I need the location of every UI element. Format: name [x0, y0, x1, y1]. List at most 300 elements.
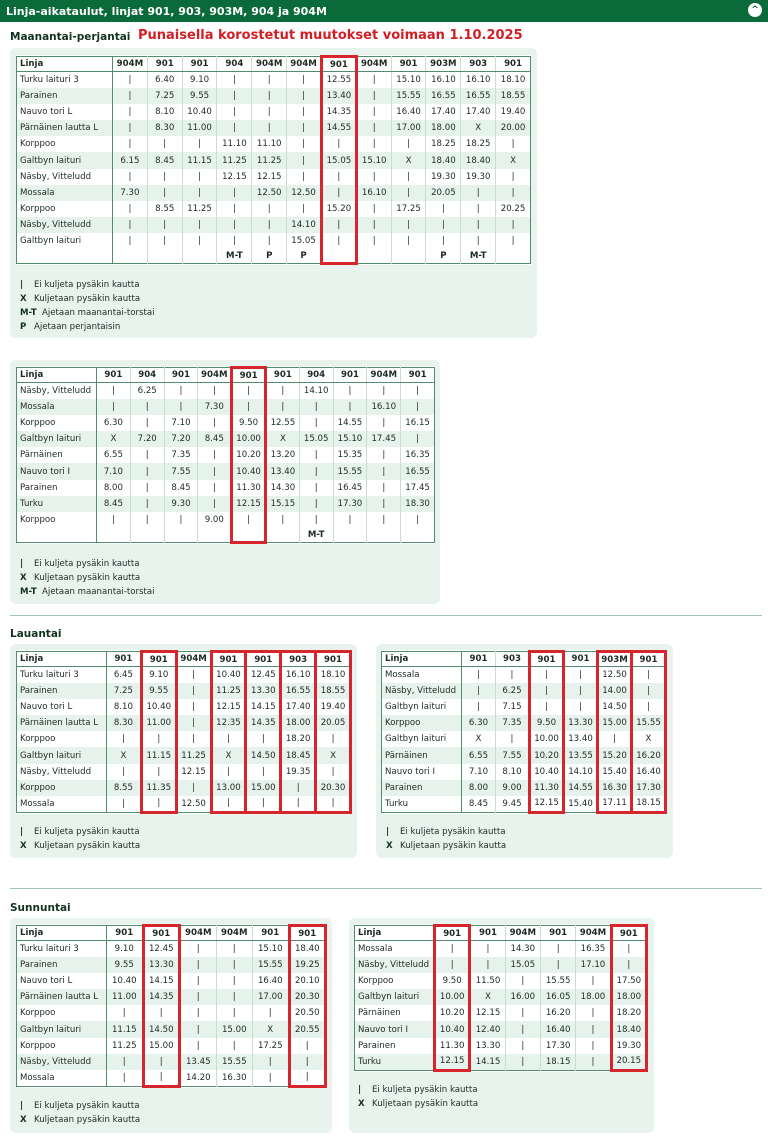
departure-time: |	[367, 463, 401, 479]
day-restriction	[182, 250, 217, 264]
day-restriction	[113, 250, 148, 264]
accordion-header[interactable]	[0, 0, 768, 22]
table-row	[17, 699, 351, 715]
change-notice: Punaisella korostetut muutokset voimaan 1.10.2025	[138, 28, 523, 43]
departure-time: 11.50	[470, 973, 505, 989]
departure-time: 17.11	[598, 796, 632, 812]
departure-time: 7.35	[164, 447, 198, 463]
departure-time: 16.45	[333, 480, 367, 496]
departure-time: |	[141, 796, 176, 812]
departure-time: |	[632, 683, 666, 699]
departure-time: |	[265, 383, 299, 399]
stop-name: Näsby, Vitteludd	[355, 957, 435, 973]
departure-time: 16.00	[505, 989, 540, 1005]
departure-time: 17.30	[632, 780, 666, 796]
departure-time: |	[391, 217, 426, 233]
stop-name: Turku	[355, 1054, 435, 1070]
table-row	[17, 169, 531, 185]
stop-name: Parainen	[17, 957, 107, 973]
departure-time: 13.40	[265, 463, 299, 479]
departure-time: 16.10	[281, 667, 316, 683]
departure-time: |	[216, 941, 253, 957]
departure-time: |	[217, 185, 252, 201]
header-row	[355, 926, 647, 941]
departure-time: |	[180, 1005, 217, 1021]
stop-name: Galtbyn laituri	[17, 1021, 107, 1037]
footer-row	[17, 528, 435, 542]
departure-time: |	[496, 731, 530, 747]
stop-name: Korppoo	[17, 136, 113, 152]
departure-time: 8.55	[147, 201, 182, 217]
departure-time: |	[217, 120, 252, 136]
departure-time: 18.00	[426, 120, 461, 136]
departure-time: 20.30	[289, 989, 326, 1005]
table-row	[382, 747, 666, 763]
departure-time: 16.30	[598, 780, 632, 796]
departure-time: |	[356, 217, 391, 233]
departure-time: 10.20	[435, 1005, 470, 1021]
departure-time: 8.45	[97, 496, 131, 512]
stop-name: Turku laituri 3	[17, 667, 107, 683]
departure-time: |	[141, 731, 176, 747]
departure-time: |	[130, 463, 164, 479]
departure-time: |	[164, 383, 198, 399]
departure-time: |	[176, 780, 211, 796]
day-restriction	[97, 528, 131, 542]
departure-time: |	[496, 169, 531, 185]
legend-symbol: |	[20, 559, 24, 569]
stop-name: Pärnäinen lautta L	[17, 989, 107, 1005]
legend-item	[20, 839, 140, 853]
departure-time: |	[198, 463, 232, 479]
departure-time: |	[176, 683, 211, 699]
stop-name: Mossala	[382, 667, 462, 683]
departure-time: |	[217, 88, 252, 104]
departure-time: |	[316, 796, 351, 812]
departure-time: X	[470, 989, 505, 1005]
departure-time: 13.40	[564, 731, 598, 747]
departure-time: |	[252, 217, 287, 233]
column-header-line: 901	[147, 57, 182, 72]
table-row	[355, 1038, 647, 1054]
departure-time: X	[462, 731, 496, 747]
departure-time: |	[107, 1054, 144, 1070]
departure-time: |	[321, 136, 356, 152]
legend-symbol: |	[20, 280, 24, 290]
departure-time: 6.55	[97, 447, 131, 463]
stop-name: Korppoo	[355, 973, 435, 989]
day-restriction	[17, 250, 113, 264]
table-row	[17, 120, 531, 136]
departure-time: 18.25	[461, 136, 496, 152]
departure-time: |	[182, 169, 217, 185]
departure-time: 9.10	[107, 941, 144, 957]
legend-saturday-2	[386, 825, 506, 853]
departure-time: 12.15	[217, 169, 252, 185]
departure-time: 16.40	[540, 1021, 575, 1037]
departure-time: |	[530, 683, 564, 699]
departure-time: |	[217, 233, 252, 249]
departure-time: 20.05	[426, 185, 461, 201]
column-header-line: 904M	[198, 368, 232, 383]
departure-time: 10.20	[232, 447, 266, 463]
departure-time: 7.25	[147, 88, 182, 104]
departure-time: 14.15	[470, 1054, 505, 1070]
table-row	[17, 764, 351, 780]
stop-name: Turku laituri 3	[17, 72, 113, 88]
departure-time: 8.45	[198, 431, 232, 447]
departure-time: 18.40	[426, 152, 461, 168]
departure-time: |	[107, 731, 142, 747]
table-row	[382, 667, 666, 683]
departure-time: 14.35	[321, 104, 356, 120]
departure-time: |	[321, 233, 356, 249]
table-row	[17, 941, 326, 957]
departure-time: |	[180, 973, 217, 989]
departure-time: |	[356, 201, 391, 217]
table-row	[17, 731, 351, 747]
legend-sunday-1	[20, 1099, 140, 1127]
departure-time: |	[435, 941, 470, 957]
legend-text: Ajetaan perjantaisin	[34, 322, 121, 332]
departure-time: |	[113, 72, 148, 88]
departure-time: 19.40	[496, 104, 531, 120]
stop-name: Galtbyn laituri	[17, 233, 113, 249]
stop-name: Galtbyn laituri	[355, 989, 435, 1005]
departure-time: 16.10	[461, 72, 496, 88]
departure-time: 13.40	[321, 88, 356, 104]
departure-time: 9.00	[496, 780, 530, 796]
departure-time: |	[113, 136, 148, 152]
day-restriction: M-T	[461, 250, 496, 264]
legend-symbol: |	[20, 1101, 24, 1111]
departure-time: |	[147, 217, 182, 233]
table-row	[355, 1005, 647, 1021]
departure-time: |	[143, 1070, 180, 1086]
departure-time: 18.10	[496, 72, 531, 88]
chevron-up-icon[interactable]: ^	[748, 3, 762, 17]
departure-time: |	[164, 399, 198, 415]
table-row	[17, 399, 435, 415]
departure-time: X	[253, 1021, 290, 1037]
departure-time: |	[470, 957, 505, 973]
departure-time: 13.20	[265, 447, 299, 463]
stop-name: Näsby, Vitteludd	[17, 764, 107, 780]
departure-time: 20.15	[611, 1054, 646, 1070]
departure-time: X	[496, 152, 531, 168]
departure-time: |	[299, 399, 333, 415]
legend-item	[386, 839, 506, 853]
stop-name: Galtbyn laituri	[382, 699, 462, 715]
stop-name: Mossala	[17, 399, 97, 415]
departure-time: 14.55	[333, 415, 367, 431]
departure-time: |	[252, 104, 287, 120]
legend-text: Ajetaan maanantai-torstai	[42, 587, 155, 597]
departure-time: |	[356, 104, 391, 120]
day-restriction	[391, 250, 426, 264]
departure-time: 8.30	[107, 715, 142, 731]
departure-time: 12.50	[176, 796, 211, 812]
departure-time: 16.40	[253, 973, 290, 989]
departure-time: |	[211, 731, 246, 747]
departure-time: |	[461, 217, 496, 233]
column-header-line: 904M	[367, 368, 401, 383]
stop-name: Pärnäinen lautta L	[17, 120, 113, 136]
column-header-line: 904	[299, 368, 333, 383]
departure-time: |	[505, 1054, 540, 1070]
departure-time: 16.55	[281, 683, 316, 699]
departure-time: 15.05	[321, 152, 356, 168]
legend-item	[358, 1097, 478, 1111]
column-header-line: 904M	[252, 57, 287, 72]
departure-time: 16.20	[632, 747, 666, 763]
departure-time: 15.05	[299, 431, 333, 447]
departure-time: 10.40	[182, 104, 217, 120]
departure-time: 11.00	[107, 989, 144, 1005]
departure-time: 12.50	[287, 185, 322, 201]
departure-time: |	[113, 169, 148, 185]
departure-time: |	[217, 72, 252, 88]
column-header-line: 904	[130, 368, 164, 383]
departure-time: |	[246, 796, 281, 812]
departure-time: 17.30	[333, 496, 367, 512]
legend-weekday-2	[20, 557, 154, 599]
departure-time: |	[252, 201, 287, 217]
table-row	[17, 88, 531, 104]
column-header-line: 901	[321, 57, 356, 72]
table-row	[17, 512, 435, 528]
departure-time: |	[289, 1038, 326, 1054]
departure-time: |	[180, 941, 217, 957]
departure-time: 10.40	[435, 1021, 470, 1037]
legend-symbol: P	[20, 322, 27, 332]
departure-time: 13.30	[143, 957, 180, 973]
departure-time: 8.10	[107, 699, 142, 715]
departure-time: 18.25	[426, 136, 461, 152]
table-row	[355, 1021, 647, 1037]
column-header-line: 901	[496, 57, 531, 72]
timetable-sunday-2	[354, 924, 648, 1072]
departure-time: 6.30	[462, 715, 496, 731]
column-header-line: 901	[391, 57, 426, 72]
departure-time: |	[164, 512, 198, 528]
departure-time: 7.35	[496, 715, 530, 731]
departure-time: 17.40	[461, 104, 496, 120]
departure-time: |	[287, 136, 322, 152]
stop-name: Mossala	[17, 185, 113, 201]
timetable-sunday-1	[16, 924, 327, 1088]
column-header-line: 901	[462, 652, 496, 667]
departure-time: |	[147, 169, 182, 185]
departure-time: 10.40	[232, 463, 266, 479]
column-header-line: 901	[182, 57, 217, 72]
departure-time: |	[598, 731, 632, 747]
departure-time: 20.55	[289, 1021, 326, 1037]
departure-time: |	[356, 169, 391, 185]
column-header-stop: Linja	[382, 652, 462, 667]
column-header-line: 901	[164, 368, 198, 383]
departure-time: |	[180, 989, 217, 1005]
departure-time: |	[141, 764, 176, 780]
departure-time: |	[287, 120, 322, 136]
column-header-line: 901	[470, 926, 505, 941]
departure-time: |	[632, 699, 666, 715]
column-header-line: 901	[253, 926, 290, 941]
departure-time: |	[426, 217, 461, 233]
departure-time: 11.25	[182, 201, 217, 217]
departure-time: |	[198, 447, 232, 463]
table-row	[382, 683, 666, 699]
departure-time: 20.30	[316, 780, 351, 796]
departure-time: |	[530, 699, 564, 715]
day-restriction: P	[252, 250, 287, 264]
departure-time: 11.30	[435, 1038, 470, 1054]
legend-saturday-1	[20, 825, 140, 853]
departure-time: |	[113, 233, 148, 249]
departure-time: 9.55	[141, 683, 176, 699]
departure-time: |	[462, 683, 496, 699]
accordion-title: Linja-aikataulut, linjat 901, 903, 903M, 904 ja 904M	[6, 4, 327, 18]
departure-time: |	[113, 104, 148, 120]
departure-time: 9.50	[232, 415, 266, 431]
departure-time: |	[316, 731, 351, 747]
day-restriction	[147, 250, 182, 264]
legend-item	[386, 825, 506, 839]
departure-time: |	[496, 217, 531, 233]
departure-time: |	[147, 185, 182, 201]
departure-time: |	[216, 957, 253, 973]
column-header-line: 901	[540, 926, 575, 941]
legend-item	[20, 292, 154, 306]
departure-time: 6.15	[113, 152, 148, 168]
departure-time: 14.50	[598, 699, 632, 715]
departure-time: 12.45	[143, 941, 180, 957]
table-row	[17, 1038, 326, 1054]
legend-text: Ei kuljeta pysäkin kautta	[34, 827, 140, 837]
table-row	[382, 796, 666, 812]
departure-time: 16.05	[540, 989, 575, 1005]
table-row	[382, 764, 666, 780]
departure-time: 15.10	[253, 941, 290, 957]
departure-time: |	[426, 201, 461, 217]
departure-time: 15.55	[632, 715, 666, 731]
departure-time: 17.40	[426, 104, 461, 120]
departure-time: 15.10	[356, 152, 391, 168]
column-header-line: 903	[461, 57, 496, 72]
departure-time: |	[246, 731, 281, 747]
legend-item	[20, 320, 154, 334]
departure-time: 19.30	[611, 1038, 646, 1054]
stop-name: Parainen	[382, 780, 462, 796]
column-header-line: 901	[107, 926, 144, 941]
legend-item	[20, 571, 154, 585]
departure-time: |	[391, 233, 426, 249]
departure-time: 7.20	[130, 431, 164, 447]
departure-time: 12.15	[176, 764, 211, 780]
column-header-line: 901	[289, 926, 326, 941]
column-header-line: 904M	[356, 57, 391, 72]
stop-name: Nauvo tori L	[17, 104, 113, 120]
departure-time: 9.10	[141, 667, 176, 683]
departure-time: 20.00	[496, 120, 531, 136]
departure-time: 9.50	[530, 715, 564, 731]
departure-time: 12.35	[211, 715, 246, 731]
stop-name: Galtbyn laituri	[382, 731, 462, 747]
departure-time: X	[461, 120, 496, 136]
legend-text: Ei kuljeta pysäkin kautta	[34, 280, 140, 290]
departure-time: 12.15	[232, 496, 266, 512]
table-row	[17, 104, 531, 120]
departure-time: |	[246, 764, 281, 780]
departure-time: |	[176, 667, 211, 683]
departure-time: 17.40	[281, 699, 316, 715]
departure-time: |	[576, 1005, 611, 1021]
departure-time: 14.50	[246, 747, 281, 763]
departure-time: 6.40	[147, 72, 182, 88]
departure-time: |	[176, 731, 211, 747]
departure-time: 9.00	[198, 512, 232, 528]
stop-name: Korppoo	[382, 715, 462, 731]
departure-time: |	[367, 415, 401, 431]
day-restriction: P	[426, 250, 461, 264]
stop-name: Pärnäinen	[355, 1005, 435, 1021]
day-restriction	[401, 528, 435, 542]
departure-time: 20.05	[316, 715, 351, 731]
departure-time: X	[391, 152, 426, 168]
departure-time: 13.55	[564, 747, 598, 763]
departure-time: 12.15	[252, 169, 287, 185]
stop-name: Galtbyn laituri	[17, 747, 107, 763]
departure-time: 18.20	[281, 731, 316, 747]
departure-time: 17.45	[401, 480, 435, 496]
departure-time: 8.55	[107, 780, 142, 796]
table-row	[382, 731, 666, 747]
departure-time: 7.55	[164, 463, 198, 479]
legend-item	[20, 585, 154, 599]
legend-item	[20, 1113, 140, 1127]
stop-name: Turku laituri 3	[17, 941, 107, 957]
departure-time: |	[107, 764, 142, 780]
departure-time: |	[216, 1005, 253, 1021]
departure-time: |	[356, 88, 391, 104]
table-row	[382, 780, 666, 796]
departure-time: X	[107, 747, 142, 763]
departure-time: |	[147, 233, 182, 249]
departure-time: |	[182, 217, 217, 233]
departure-time: |	[461, 185, 496, 201]
departure-time: 11.15	[182, 152, 217, 168]
departure-time: 17.00	[391, 120, 426, 136]
table-row	[17, 201, 531, 217]
departure-time: 7.30	[198, 399, 232, 415]
departure-time: 14.35	[246, 715, 281, 731]
header-row	[17, 57, 531, 72]
departure-time: |	[367, 496, 401, 512]
departure-time: 19.30	[461, 169, 496, 185]
departure-time: 14.10	[287, 217, 322, 233]
timetable-saturday-2	[381, 650, 667, 814]
departure-time: |	[287, 104, 322, 120]
header-row	[17, 652, 351, 667]
table-row	[17, 957, 326, 973]
stop-name: Pärnäinen	[382, 747, 462, 763]
stop-name: Korppoo	[17, 1038, 107, 1054]
legend-symbol: |	[358, 1085, 362, 1095]
departure-time: |	[496, 136, 531, 152]
departure-time: 11.30	[232, 480, 266, 496]
departure-time: |	[253, 1070, 290, 1086]
column-header-stop: Linja	[17, 57, 113, 72]
